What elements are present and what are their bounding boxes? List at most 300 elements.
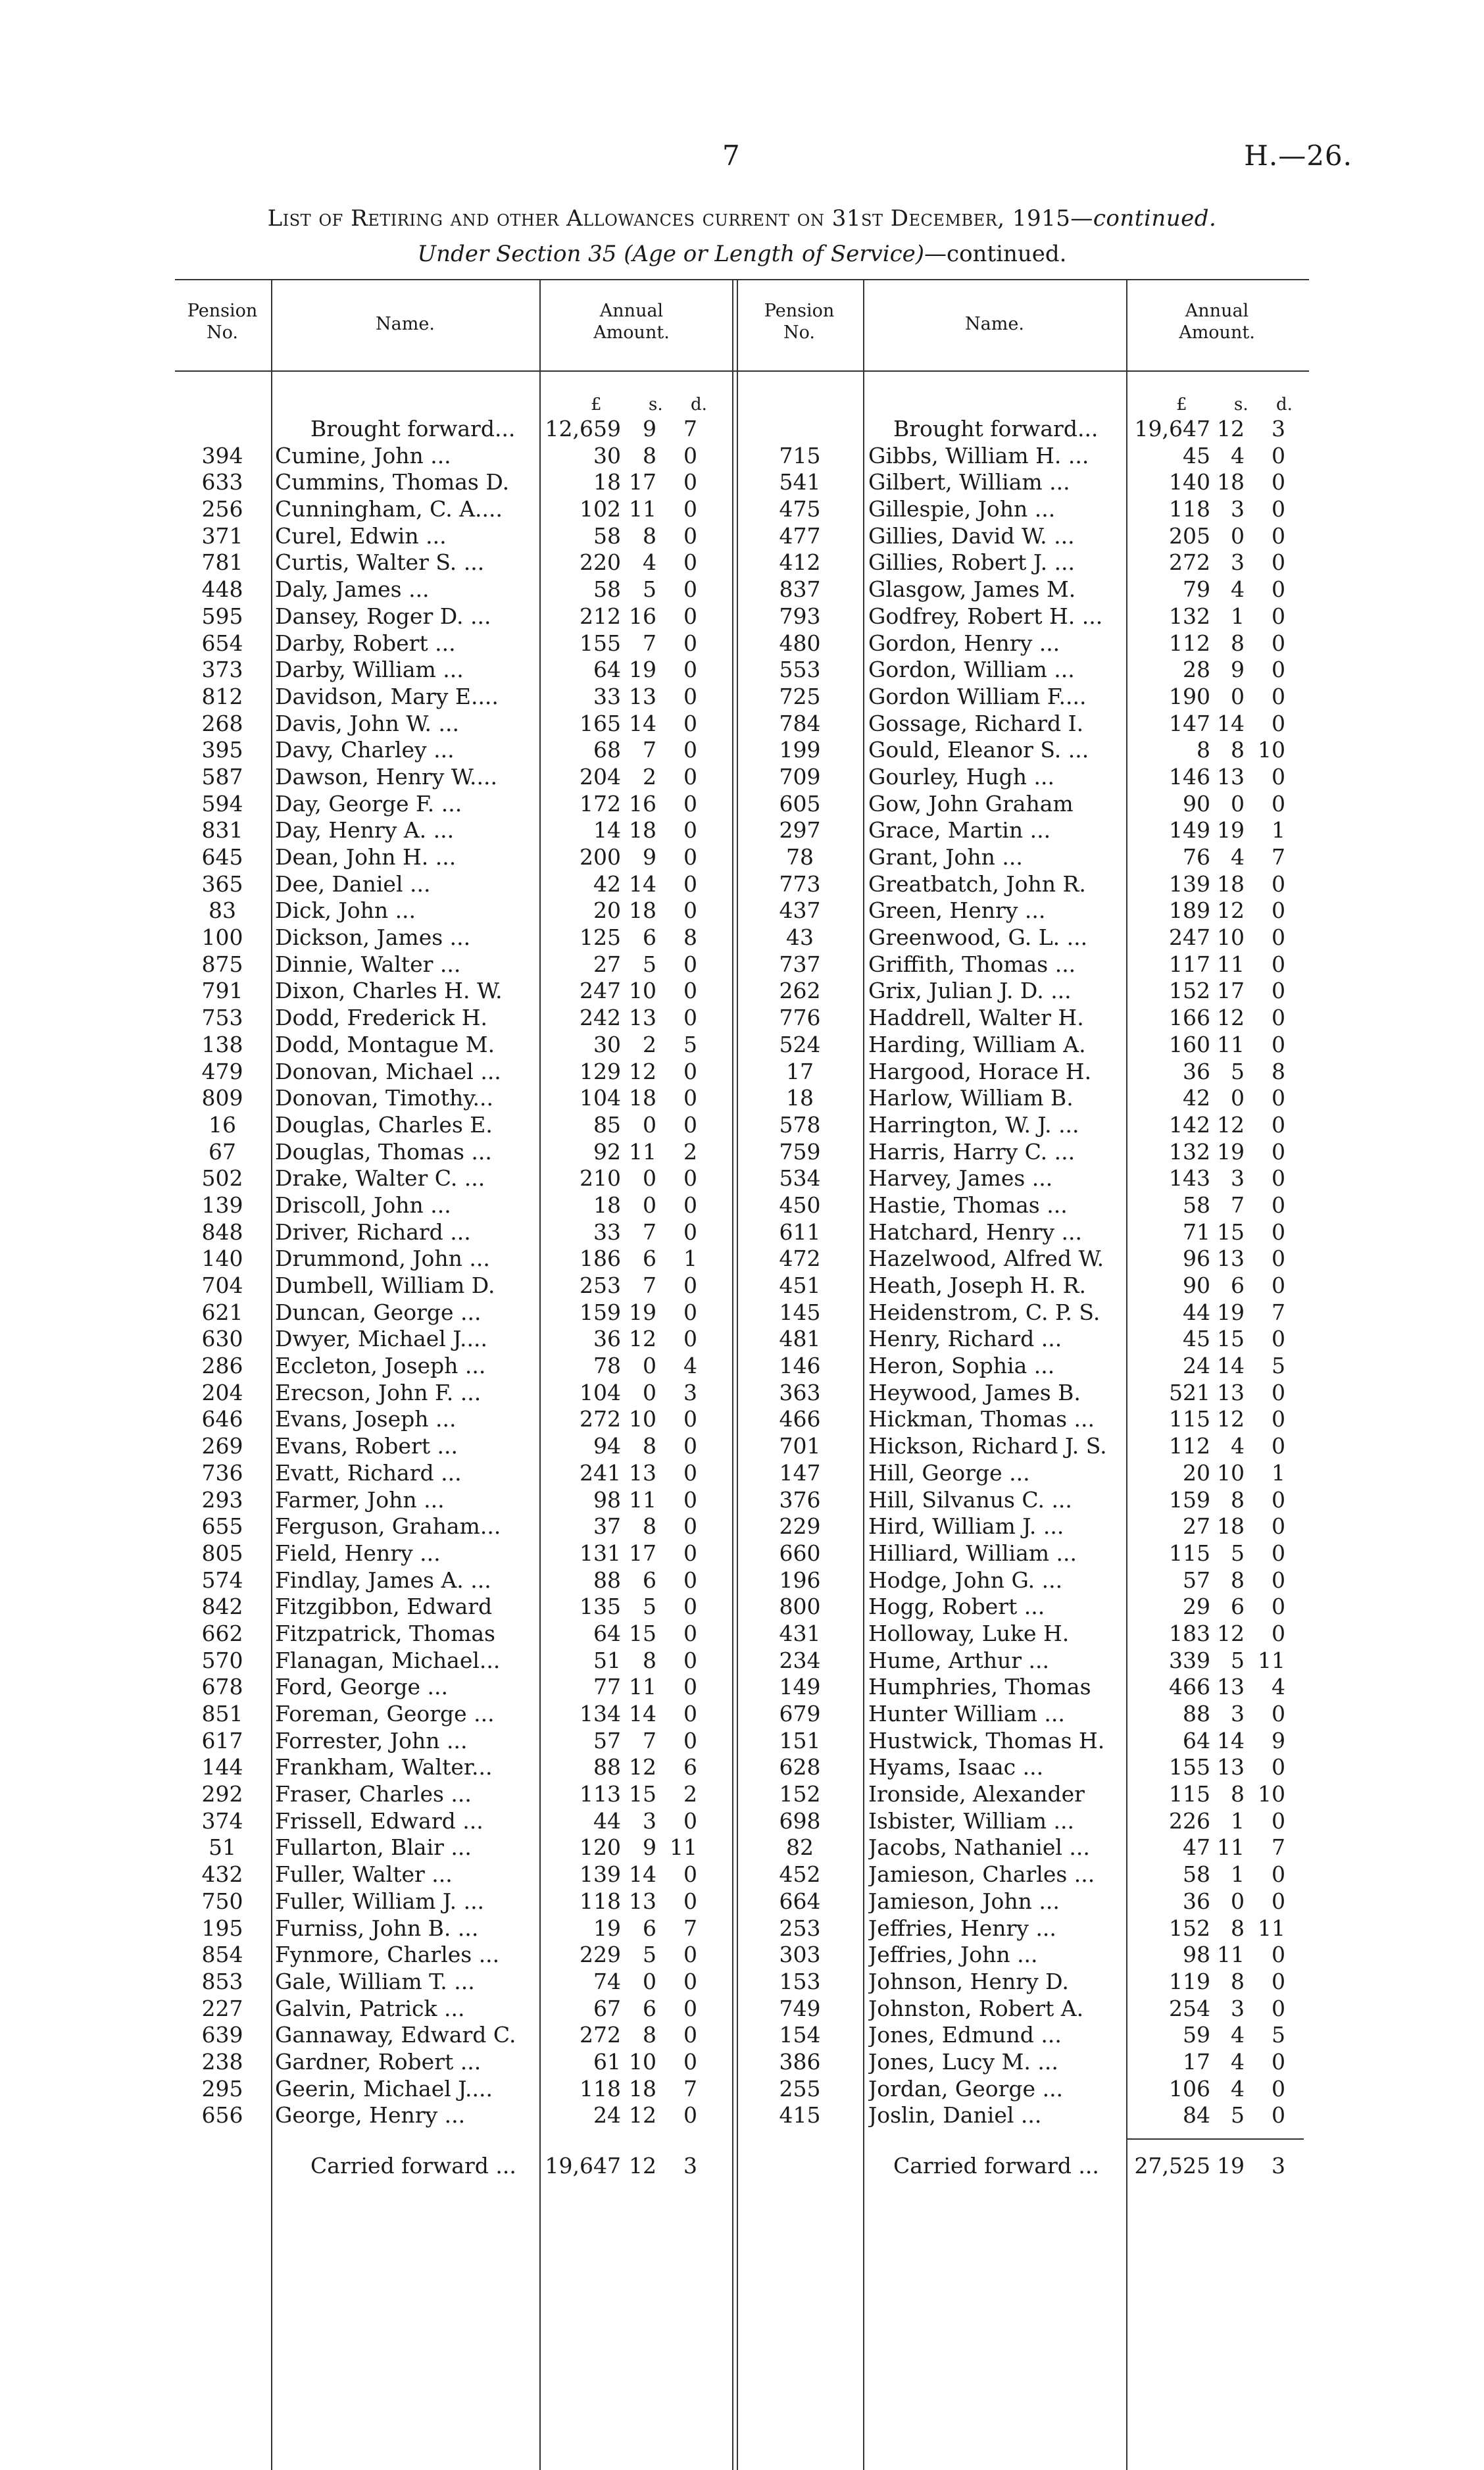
table-row	[741, 1192, 1309, 1219]
pensioner-name: Dwyer, Michael J....	[275, 1326, 487, 1352]
amount-pounds: 51	[593, 1647, 621, 1673]
amount-pounds: 120	[580, 1834, 621, 1861]
amount-pence: 0	[683, 978, 697, 1004]
amount-shillings: 11	[629, 1674, 656, 1700]
pensioner-name: Hickman, Thomas ...	[868, 1406, 1095, 1432]
amount-shillings: 0	[1231, 1085, 1245, 1111]
pensioner-name: Cunningham, C. A....	[275, 496, 503, 522]
pensioner-name: Henry, Richard ...	[868, 1326, 1062, 1352]
pension-number: 578	[779, 1111, 821, 1138]
amount-shillings: 14	[1217, 710, 1245, 736]
pension-number: 587	[201, 763, 243, 790]
pension-number: 227	[201, 1995, 243, 2021]
table-row	[176, 978, 730, 1005]
pensioner-name: Green, Henry ...	[868, 897, 1046, 924]
table-row	[741, 764, 1309, 791]
pensioner-name: Fitzgibbon, Edward	[275, 1594, 493, 1620]
amount-pence: 0	[683, 1807, 697, 1834]
amount-pounds: 115	[1169, 1540, 1210, 1566]
pensioner-name: Galvin, Patrick ...	[275, 1995, 465, 2021]
carried-forward-row	[741, 2153, 1309, 2180]
pensioner-name: Johnston, Robert A.	[868, 1995, 1084, 2021]
pensioner-name: Evans, Joseph ...	[275, 1406, 457, 1432]
amount-pounds: 159	[1169, 1486, 1210, 1513]
pension-number: 255	[779, 2075, 821, 2102]
amount-shillings: 8	[643, 522, 656, 549]
brought-forward-label: Brought forward...	[893, 416, 1099, 441]
amount-pence: 0	[1272, 1567, 1285, 1593]
amount-pence: 0	[1272, 1968, 1285, 1994]
amount-pence: 0	[1272, 1406, 1285, 1432]
table-row	[176, 1648, 730, 1675]
pensioner-name: Hird, William J. ...	[868, 1513, 1064, 1540]
pensioner-name: Flanagan, Michael...	[275, 1647, 501, 1673]
pensioner-name: Dean, John H. ...	[275, 844, 457, 870]
amount-shillings: 13	[1217, 1246, 1245, 1272]
amount-pence: 2	[683, 1781, 697, 1807]
pensioner-name: Dixon, Charles H. W.	[275, 978, 503, 1004]
pension-number: 851	[201, 1701, 243, 1726]
right-column	[741, 416, 1309, 2129]
amount-shillings: 8	[643, 2022, 656, 2048]
amount-pence: 0	[683, 1647, 697, 1673]
pensioner-name: Cumine, John ...	[275, 442, 451, 468]
table-row	[741, 1219, 1309, 1246]
pensioner-name: Harrington, W. J. ...	[868, 1111, 1079, 1138]
amount-pounds: 33	[593, 1219, 621, 1245]
amount-shillings: 0	[643, 1968, 656, 1994]
pension-number: 149	[779, 1674, 821, 1700]
pension-number: 753	[201, 1005, 243, 1031]
pensioner-name: Hustwick, Thomas H.	[868, 1727, 1105, 1753]
table-row	[741, 924, 1309, 951]
amount-shillings: 10	[629, 978, 656, 1004]
pensioner-name: Harding, William A.	[868, 1031, 1086, 1057]
amount-pence: 0	[1272, 1486, 1285, 1513]
amount-shillings: 3	[643, 1807, 656, 1834]
table-row	[741, 2102, 1309, 2129]
pension-number: 363	[779, 1379, 821, 1405]
amount-pence: 0	[1272, 1219, 1285, 1245]
amount-shillings: 0	[643, 1111, 656, 1138]
table-row	[176, 817, 730, 844]
pension-number: 570	[201, 1647, 243, 1673]
amount-pounds: 132	[1169, 1138, 1210, 1165]
amount-pence: 1	[1272, 1459, 1285, 1486]
pension-number: 295	[201, 2075, 243, 2102]
table-row	[741, 1273, 1309, 1299]
pension-number: 292	[201, 1781, 243, 1807]
amount-pence: 0	[1272, 1326, 1285, 1352]
amount-pence: 0	[1272, 924, 1285, 951]
amount-pence: 0	[1272, 1031, 1285, 1057]
amount-pence: 0	[683, 2048, 697, 2075]
amount-pounds: 112	[1169, 630, 1210, 656]
left-rows	[176, 443, 730, 2129]
pension-number: 234	[779, 1647, 821, 1673]
amount-pounds: 58	[1183, 1861, 1210, 1888]
pensioner-name: Frissell, Edward ...	[275, 1807, 483, 1834]
amount-shillings: 12	[1217, 1111, 1245, 1138]
amount-pounds: 118	[1169, 496, 1210, 522]
amount-pence: 0	[1272, 1888, 1285, 1914]
pensioner-name: Duncan, George ...	[275, 1299, 482, 1325]
pensioner-name: Furniss, John B. ...	[275, 1915, 479, 1941]
table-row	[176, 1005, 730, 1032]
pension-number: 628	[779, 1754, 821, 1780]
amount-pence: 0	[1272, 763, 1285, 790]
pension-number: 541	[779, 469, 821, 495]
table-row	[741, 1728, 1309, 1755]
amount-shillings: 14	[629, 870, 656, 897]
amount-pence: 11	[1258, 1647, 1285, 1673]
table-row	[741, 1701, 1309, 1728]
amount-pounds: 58	[593, 576, 621, 603]
amount-shillings: 5	[643, 1594, 656, 1620]
amount-pence: 0	[1272, 1807, 1285, 1834]
pensioner-name: Jeffries, Henry ...	[868, 1915, 1056, 1941]
amount-pounds: 118	[580, 2075, 621, 2102]
pension-number: 633	[201, 469, 243, 495]
amount-pounds: 149	[1169, 817, 1210, 844]
amount-pounds: 44	[1183, 1299, 1210, 1325]
amount-pence: 0	[1272, 1165, 1285, 1192]
pensioner-name: Darby, Robert ...	[275, 630, 456, 656]
amount-shillings: 6	[643, 1567, 656, 1593]
pensioner-name: Jamieson, Charles ...	[868, 1861, 1095, 1888]
header-name-right: Name.	[965, 314, 1024, 334]
amount-shillings: 18	[629, 817, 656, 844]
pensioner-name: Davidson, Mary E....	[275, 683, 499, 709]
amount-pounds: 12,659	[545, 416, 621, 441]
amount-pounds: 88	[593, 1754, 621, 1780]
amount-pounds: 19,647	[545, 2153, 621, 2179]
amount-shillings: 18	[629, 897, 656, 924]
amount-pounds: 115	[1169, 1406, 1210, 1432]
table-row	[741, 1540, 1309, 1567]
amount-pounds: 78	[593, 1353, 621, 1379]
table-row	[176, 711, 730, 738]
amount-pounds: 44	[593, 1807, 621, 1834]
table-row	[176, 1621, 730, 1648]
pension-number: 256	[201, 496, 243, 522]
pension-number: 371	[201, 522, 243, 549]
table-row	[176, 1487, 730, 1514]
brought-forward-row	[176, 416, 730, 443]
pensioner-name: Ferguson, Graham...	[275, 1513, 501, 1540]
pensioner-name: Fraser, Charles ...	[275, 1781, 472, 1807]
amount-pence: 1	[1272, 817, 1285, 844]
left-column	[176, 416, 730, 2129]
amount-pence: 0	[683, 790, 697, 817]
amount-shillings: 5	[643, 1942, 656, 1968]
amount-pounds: 119	[1169, 1968, 1210, 1994]
amount-pence: 0	[1272, 522, 1285, 549]
table-row	[176, 1540, 730, 1567]
table-row	[176, 657, 730, 684]
amount-pence: 7	[1272, 1299, 1285, 1325]
pension-number: 749	[779, 1995, 821, 2021]
amount-pounds: 112	[1169, 1433, 1210, 1459]
pensioner-name: Douglas, Thomas ...	[275, 1138, 492, 1165]
amount-pence: 7	[683, 1915, 697, 1941]
pension-number: 293	[201, 1486, 243, 1513]
table-row	[741, 1861, 1309, 1888]
amount-pounds: 19	[593, 1915, 621, 1941]
table-row	[741, 978, 1309, 1005]
pensioner-name: Harlow, William B.	[868, 1085, 1074, 1111]
pensioner-name: Jones, Edmund ...	[868, 2022, 1062, 2048]
amount-pounds: 27	[593, 951, 621, 977]
page-title	[0, 205, 1484, 232]
amount-shillings: 6	[643, 1915, 656, 1941]
amount-pence: 0	[1272, 1005, 1285, 1031]
amount-shillings: 12	[629, 2153, 656, 2179]
amount-pence: 8	[1272, 1058, 1285, 1084]
amount-pence: 0	[1272, 1138, 1285, 1165]
pension-number: 848	[201, 1219, 243, 1245]
amount-shillings: 15	[1217, 1326, 1245, 1352]
amount-pence: 0	[683, 844, 697, 870]
amount-pence: 0	[1272, 790, 1285, 817]
amount-pounds: 247	[1169, 924, 1210, 951]
subtitle-rest: —continued.	[924, 241, 1067, 267]
amount-shillings: 17	[1217, 978, 1245, 1004]
pensioner-name: Gourley, Hugh ...	[868, 763, 1054, 790]
table-row	[176, 1942, 730, 1969]
pension-number: 100	[201, 924, 243, 951]
amount-pence: 0	[1272, 2075, 1285, 2102]
amount-pounds: 14	[593, 817, 621, 844]
pensioner-name: Haddrell, Walter H.	[868, 1005, 1084, 1031]
table-row	[741, 1648, 1309, 1675]
pensioner-name: Donovan, Timothy...	[275, 1085, 493, 1111]
pension-number: 805	[201, 1540, 243, 1566]
table-row	[176, 1192, 730, 1219]
pensioner-name: Cummins, Thomas D.	[275, 469, 510, 495]
amount-pence: 2	[683, 1138, 697, 1165]
amount-pounds: 33	[593, 683, 621, 709]
pension-number: 875	[201, 951, 243, 977]
amount-shillings: 8	[643, 442, 656, 468]
pension-number: 645	[201, 844, 243, 870]
pension-number: 481	[779, 1326, 821, 1352]
pensioner-name: Douglas, Charles E.	[275, 1111, 493, 1138]
amount-pence: 0	[683, 763, 697, 790]
pensioner-name: Hogg, Robert ...	[868, 1594, 1045, 1620]
pension-number: 152	[779, 1781, 821, 1807]
pension-number: 450	[779, 1192, 821, 1218]
table-row	[176, 1674, 730, 1701]
pension-number: 660	[779, 1540, 821, 1566]
amount-pence: 0	[1272, 657, 1285, 683]
pensioner-name: Dumbell, William D.	[275, 1273, 495, 1298]
amount-pounds: 85	[593, 1111, 621, 1138]
amount-pence: 0	[683, 1165, 697, 1192]
amount-pence: 3	[1272, 416, 1285, 441]
pension-number: 809	[201, 1085, 243, 1111]
pensioner-name: Dansey, Roger D. ...	[275, 603, 491, 629]
amount-shillings: 0	[1231, 683, 1245, 709]
amount-pence: 10	[1258, 737, 1285, 763]
table-row	[176, 523, 730, 550]
table-row	[176, 737, 730, 764]
pension-number: 812	[201, 683, 243, 709]
pensioner-name: Ironside, Alexander	[868, 1781, 1085, 1807]
amount-pounds: 210	[580, 1165, 621, 1192]
pension-number: 842	[201, 1594, 243, 1620]
amount-pence: 0	[1272, 1594, 1285, 1620]
amount-pence: 0	[1272, 1192, 1285, 1218]
amount-shillings: 11	[1217, 1834, 1245, 1861]
pensioner-name: Dawson, Henry W....	[275, 763, 497, 790]
amount-pence: 5	[683, 1031, 697, 1057]
table-row	[176, 1996, 730, 2023]
amount-pence: 0	[1272, 576, 1285, 603]
amount-shillings: 7	[643, 1273, 656, 1298]
amount-pounds: 59	[1183, 2022, 1210, 2048]
amount-pounds: 27,525	[1134, 2153, 1210, 2179]
table-row	[176, 1701, 730, 1728]
pensioner-name: Farmer, John ...	[275, 1486, 445, 1513]
table-row	[741, 443, 1309, 470]
pensioner-name: Grix, Julian J. D. ...	[868, 978, 1072, 1004]
amount-pence: 0	[683, 657, 697, 683]
amount-pence: 0	[683, 951, 697, 977]
pensioner-name: Joslin, Daniel ...	[868, 2102, 1042, 2129]
amount-pounds: 64	[593, 657, 621, 683]
amount-pence: 7	[683, 2075, 697, 2102]
pension-number: 140	[201, 1246, 243, 1272]
pensioner-name: Hastie, Thomas ...	[868, 1192, 1068, 1218]
pensioner-name: Gordon, Henry ...	[868, 630, 1060, 656]
amount-pence: 0	[683, 469, 697, 495]
table-row	[741, 1567, 1309, 1594]
table-row	[176, 1567, 730, 1594]
table-row	[176, 951, 730, 978]
table-row	[741, 1513, 1309, 1540]
amount-pounds: 98	[593, 1486, 621, 1513]
pension-number: 715	[779, 442, 821, 468]
currency-pounds-right: £	[1176, 395, 1187, 415]
pension-number: 701	[779, 1433, 821, 1459]
amount-shillings: 1	[1231, 603, 1245, 629]
amount-pence: 0	[683, 1727, 697, 1753]
pension-number: 736	[201, 1459, 243, 1486]
amount-shillings: 19	[1217, 2153, 1245, 2179]
amount-pounds: 90	[1183, 790, 1210, 817]
amount-shillings: 10	[629, 1406, 656, 1432]
amount-pounds: 140	[1169, 469, 1210, 495]
amount-pence: 0	[683, 1995, 697, 2021]
header-name-left: Name.	[376, 314, 435, 334]
amount-shillings: 0	[1231, 522, 1245, 549]
pensioner-name: Ford, George ...	[275, 1674, 448, 1700]
pension-number: 451	[779, 1273, 821, 1298]
table-row	[176, 1273, 730, 1299]
currency-shillings-left: s.	[649, 395, 663, 415]
amount-pounds: 254	[1169, 1995, 1210, 2021]
amount-pounds: 125	[580, 924, 621, 951]
amount-shillings: 12	[1217, 1005, 1245, 1031]
pension-number: 662	[201, 1620, 243, 1646]
amount-pounds: 272	[580, 2022, 621, 2048]
amount-shillings: 0	[643, 1353, 656, 1379]
subtitle-italic: Under Section 35 (Age or Length of Service)	[417, 241, 925, 267]
amount-pounds: 220	[580, 549, 621, 576]
amount-shillings: 8	[1231, 1915, 1245, 1941]
table-row	[176, 496, 730, 523]
amount-shillings: 16	[629, 603, 656, 629]
pension-number: 617	[201, 1727, 243, 1753]
amount-pounds: 166	[1169, 1005, 1210, 1031]
amount-pence: 6	[683, 1754, 697, 1780]
pensioner-name: Dick, John ...	[275, 897, 416, 924]
amount-shillings: 2	[643, 763, 656, 790]
table-row	[741, 1139, 1309, 1166]
amount-shillings: 2	[643, 1031, 656, 1057]
pension-number: 67	[209, 1138, 236, 1165]
pension-number: 154	[779, 2022, 821, 2048]
pension-number: 793	[779, 603, 821, 629]
left-carried-forward-row	[176, 2153, 730, 2180]
amount-pence: 0	[683, 2102, 697, 2129]
amount-pounds: 30	[593, 442, 621, 468]
pension-number: 437	[779, 897, 821, 924]
amount-pence: 0	[683, 1701, 697, 1726]
currency-pence-right: d.	[1276, 395, 1293, 415]
amount-pence: 0	[683, 1594, 697, 1620]
pension-number: 43	[786, 924, 814, 951]
amount-pence: 0	[1272, 603, 1285, 629]
amount-shillings: 8	[643, 1433, 656, 1459]
table-row	[176, 1246, 730, 1273]
amount-pounds: 76	[1183, 844, 1210, 870]
pension-number: 698	[779, 1807, 821, 1834]
amount-shillings: 14	[1217, 1727, 1245, 1753]
pension-number: 83	[209, 897, 236, 924]
pension-number: 654	[201, 630, 243, 656]
table-row	[741, 951, 1309, 978]
table-row	[741, 1059, 1309, 1086]
pensioner-name: Geerin, Michael J....	[275, 2075, 493, 2102]
pensioner-name: Fuller, William J. ...	[275, 1888, 485, 1914]
table-row	[741, 1005, 1309, 1032]
table-row	[176, 1085, 730, 1112]
pensioner-name: Holloway, Luke H.	[868, 1620, 1070, 1646]
pension-number: 303	[779, 1942, 821, 1968]
amount-shillings: 12	[1217, 416, 1245, 441]
table-top-rule	[175, 279, 1309, 280]
brought-forward-label: Brought forward...	[310, 416, 516, 441]
amount-shillings: 3	[1231, 549, 1245, 576]
amount-pounds: 42	[593, 870, 621, 897]
amount-shillings: 0	[643, 1192, 656, 1218]
amount-pence: 0	[1272, 1754, 1285, 1780]
table-row	[741, 496, 1309, 523]
carried-forward-label: Carried forward ...	[893, 2153, 1099, 2179]
amount-shillings: 6	[1231, 1273, 1245, 1298]
amount-pence: 0	[683, 1968, 697, 1994]
amount-pence: 4	[683, 1353, 697, 1379]
amount-pounds: 106	[1169, 2075, 1210, 2102]
pensioner-name: Findlay, James A. ...	[275, 1567, 491, 1593]
amount-pounds: 139	[580, 1861, 621, 1888]
amount-shillings: 4	[1231, 442, 1245, 468]
amount-shillings: 7	[643, 1727, 656, 1753]
pensioner-name: Drake, Walter C. ...	[275, 1165, 485, 1192]
table-row	[176, 871, 730, 898]
